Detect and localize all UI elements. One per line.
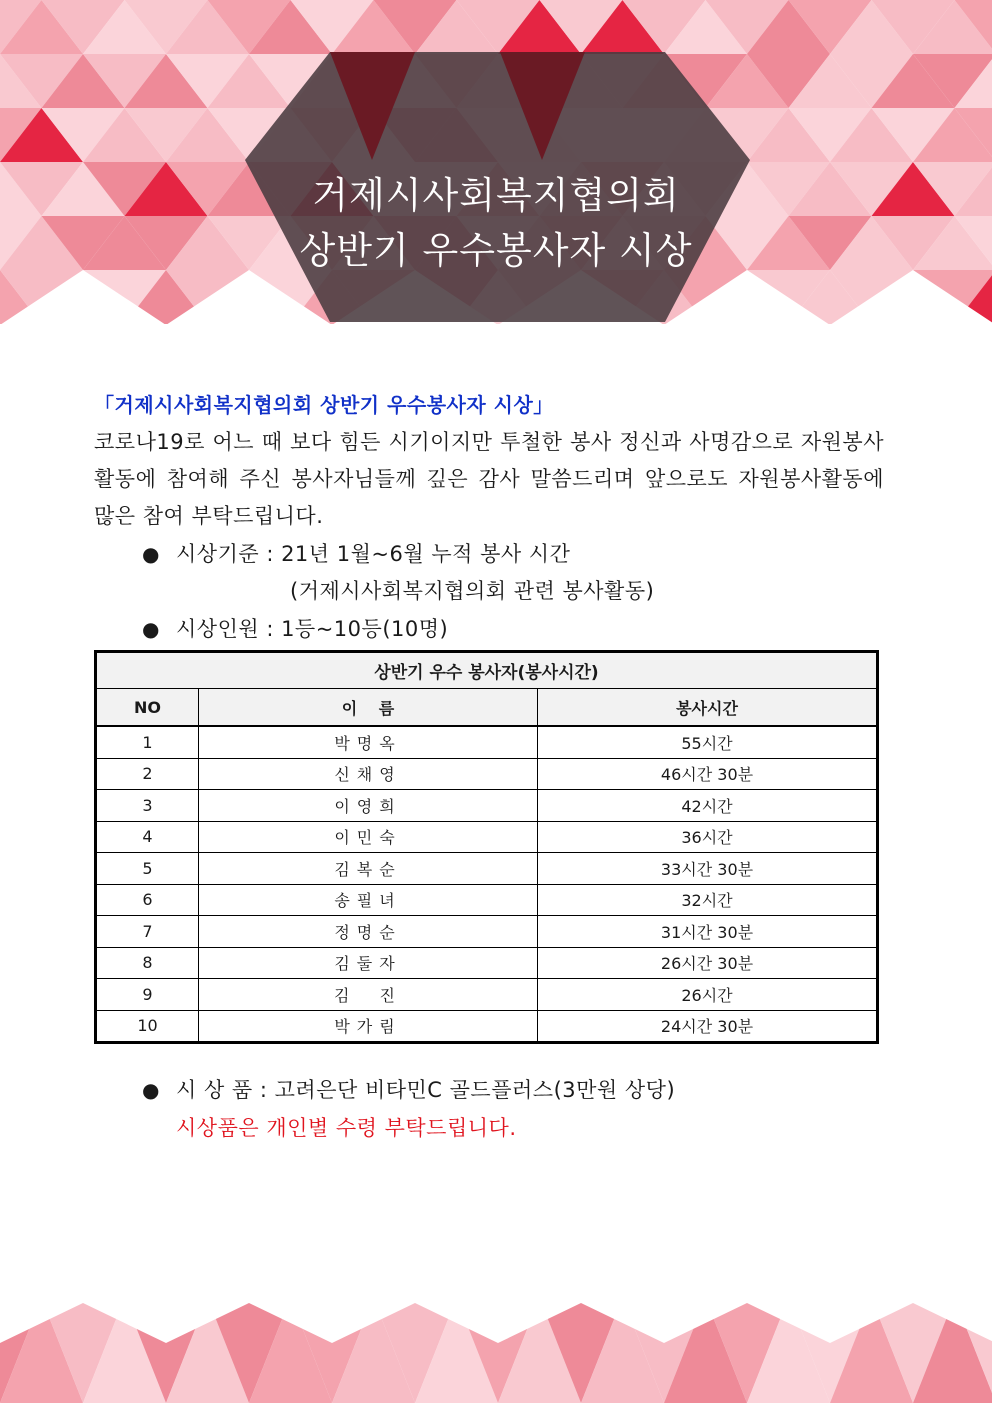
row-hours: 24시간 30분 — [538, 1010, 878, 1043]
prize-line — [142, 1074, 675, 1104]
row-name: 김복순 — [199, 853, 538, 885]
intro-paragraph: 코로나19로 어느 때 보다 힘든 시기이지만 투철한 봉사 정신과 사명감으로 자원봉사활동에 참여해 주신 봉사자님들께 깊은 감사 말씀드리며 앞으로도 자원봉사활동에 많은 참여 부탁드립니다. — [94, 430, 884, 528]
table-row — [96, 916, 878, 948]
row-hours: 31시간 30분 — [538, 916, 878, 948]
row-hours: 33시간 30분 — [538, 853, 878, 885]
row-no: 9 — [96, 979, 199, 1011]
column-header-no: NO — [96, 689, 199, 727]
row-no: 3 — [96, 790, 199, 822]
table-caption: 상반기 우수 봉사자(봉사시간) — [96, 652, 878, 689]
row-hours: 42시간 — [538, 790, 878, 822]
row-name: 송필녀 — [199, 884, 538, 916]
prize-note: 시상품은 개인별 수령 부탁드립니다. — [176, 1116, 517, 1140]
row-no: 2 — [96, 758, 199, 790]
row-name: 박가림 — [199, 1010, 538, 1043]
row-no: 7 — [96, 916, 199, 948]
row-hours: 26시간 30분 — [538, 947, 878, 979]
row-hours: 36시간 — [538, 821, 878, 853]
row-no: 5 — [96, 853, 199, 885]
table-row — [96, 947, 878, 979]
table-row — [96, 979, 878, 1011]
award-table — [94, 650, 879, 1044]
page-title: 거제시사회복지협의회 — [312, 174, 680, 217]
row-no: 6 — [96, 884, 199, 916]
table-row — [96, 726, 878, 758]
row-hours: 55시간 — [538, 726, 878, 758]
table-row — [96, 884, 878, 916]
row-name: 이영희 — [199, 790, 538, 822]
criteria-line — [142, 538, 570, 568]
criteria-subtext: (거제시사회복지협의회 관련 봉사활동) — [290, 579, 655, 603]
recipients-line — [142, 613, 448, 643]
row-name: 이민숙 — [199, 821, 538, 853]
row-name: 신채영 — [199, 758, 538, 790]
row-name: 박명옥 — [199, 726, 538, 758]
section-heading: 「거제시사회복지협의회 상반기 우수봉사자 시상」 — [94, 393, 554, 417]
table-row — [96, 790, 878, 822]
row-name: 김 진 — [199, 979, 538, 1011]
row-hours: 32시간 — [538, 884, 878, 916]
bullet-icon: ● — [142, 1078, 160, 1102]
row-name: 김둘자 — [199, 947, 538, 979]
prize-text: 시 상 품 : 고려은단 비타민C 골드플러스(3만원 상당) — [176, 1078, 676, 1102]
column-header-hours: 봉사시간 — [538, 689, 878, 727]
row-hours: 46시간 30분 — [538, 758, 878, 790]
footer-banner — [0, 1298, 992, 1403]
bullet-icon: ● — [142, 617, 160, 641]
page-subtitle: 상반기 우수봉사자 시상 — [299, 229, 693, 272]
row-no: 8 — [96, 947, 199, 979]
table-row — [96, 1010, 878, 1043]
row-no: 1 — [96, 726, 199, 758]
criteria-text: 시상기준 : 21년 1월~6월 누적 봉사 시간 — [176, 542, 571, 566]
column-header-name: 이 름 — [199, 689, 538, 727]
recipients-text: 시상인원 : 1등~10등(10명) — [176, 617, 449, 641]
row-name: 정명순 — [199, 916, 538, 948]
table-row — [96, 758, 878, 790]
table-row — [96, 821, 878, 853]
row-no: 10 — [96, 1010, 199, 1043]
row-hours: 26시간 — [538, 979, 878, 1011]
table-row — [96, 853, 878, 885]
row-no: 4 — [96, 821, 199, 853]
bullet-icon: ● — [142, 542, 160, 566]
